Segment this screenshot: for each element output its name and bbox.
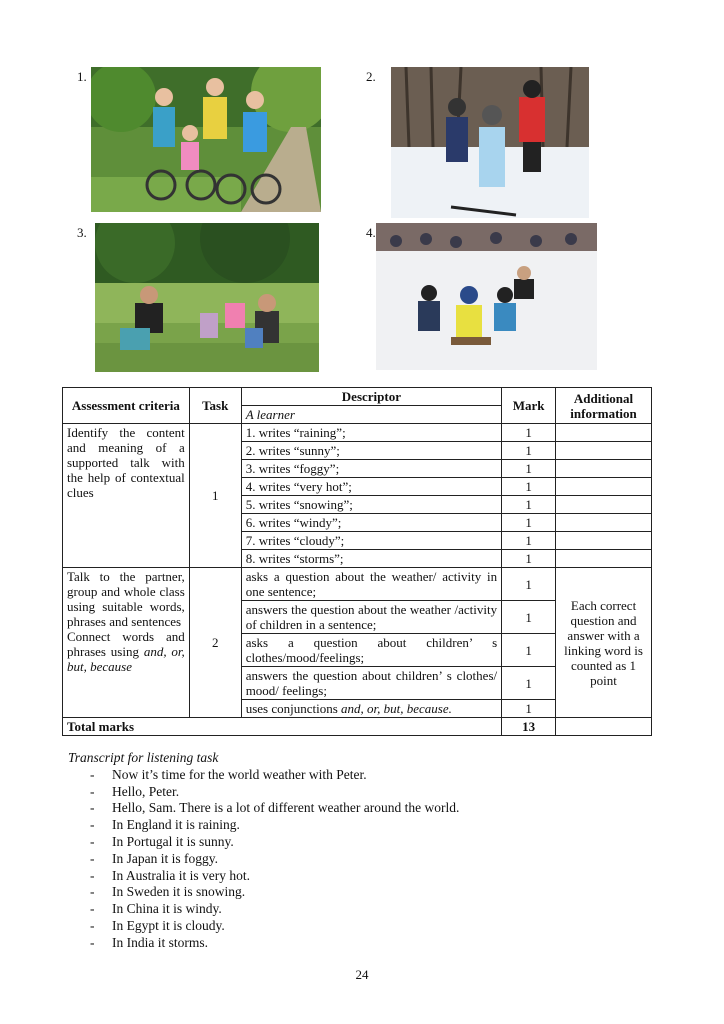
- photo-sledging: [376, 223, 597, 370]
- photo-picnic: [95, 223, 319, 372]
- header-additional-information: Additional information: [556, 388, 652, 424]
- additional-empty: [556, 460, 652, 478]
- photo-3-label: 3.: [77, 225, 87, 240]
- mark-cell: 1: [502, 550, 556, 568]
- page-number: 24: [355, 967, 369, 982]
- criteria-group-2: [63, 568, 190, 718]
- descriptor-row: 6. writes “windy”;: [241, 514, 501, 532]
- header-assessment-criteria: Assessment criteria: [63, 388, 190, 424]
- header-descriptor: Descriptor: [241, 388, 501, 406]
- mark-cell: 1: [502, 700, 556, 718]
- criteria-group-2-part2: Connect words and phrases using: [67, 629, 185, 659]
- task-1: 1: [189, 424, 241, 568]
- transcript-line: - In Sweden it is snowing.: [90, 884, 459, 901]
- additional-empty: [556, 532, 652, 550]
- mark-cell: 1: [502, 514, 556, 532]
- transcript-line: - In England it is raining.: [90, 817, 459, 834]
- descriptor-row: answers the question about children’ s clothes/ mood/ feelings;: [241, 667, 501, 700]
- mark-cell: 1: [502, 424, 556, 442]
- header-descriptor-sub: A learner: [241, 406, 501, 424]
- transcript-title: Transcript for listening task: [68, 750, 219, 765]
- mark-cell: 1: [502, 460, 556, 478]
- criteria-group-2-part1: Talk to the partner, group and whole class using suitable words, phrases and sentences: [67, 569, 185, 629]
- descriptor-row: 1. writes “raining”;: [241, 424, 501, 442]
- photo-2-label: 2.: [366, 69, 376, 84]
- mark-cell: 1: [502, 478, 556, 496]
- task-2: 2: [189, 568, 241, 718]
- photo-cycling: [91, 67, 321, 212]
- transcript-line: - In Egypt it is cloudy.: [90, 918, 459, 935]
- transcript-line: - In China it is windy.: [90, 901, 459, 918]
- transcript-line: - In Portugal it is sunny.: [90, 834, 459, 851]
- additional-empty: [556, 496, 652, 514]
- transcript-lines: [68, 767, 459, 952]
- header-mark: Mark: [502, 388, 556, 424]
- mark-cell: 1: [502, 634, 556, 667]
- mark-cell: 1: [502, 568, 556, 601]
- transcript-line: - Now it’s time for the world weather with Peter.: [90, 767, 459, 784]
- descriptor-row: 3. writes “foggy”;: [241, 460, 501, 478]
- mark-cell: 1: [502, 442, 556, 460]
- mark-cell: 1: [502, 496, 556, 514]
- photo-1-label: 1.: [77, 69, 87, 84]
- descriptor-row: 8. writes “storms”;: [241, 550, 501, 568]
- criteria-group-1: Identify the content and meaning of a supported talk with the help of contextual clues: [63, 424, 190, 568]
- total-marks-label: Total marks: [63, 718, 502, 736]
- descriptor-row-conjunctions: [241, 700, 501, 718]
- additional-empty: [556, 514, 652, 532]
- descriptor-conjunctions: and, or, but, because.: [341, 701, 452, 716]
- descriptor-row: asks a question about the weather/ activity in one sentence;: [241, 568, 501, 601]
- additional-empty: [556, 442, 652, 460]
- photo-skiing: [391, 67, 589, 218]
- additional-empty: [556, 550, 652, 568]
- mark-cell: 1: [502, 601, 556, 634]
- total-marks-value: 13: [502, 718, 556, 736]
- transcript: [68, 750, 459, 952]
- header-task: Task: [189, 388, 241, 424]
- transcript-line: - In Japan it is foggy.: [90, 851, 459, 868]
- descriptor-row: 2. writes “sunny”;: [241, 442, 501, 460]
- transcript-line: - In Australia it is very hot.: [90, 868, 459, 885]
- descriptor-row: answers the question about the weather /activity of children in a sentence;: [241, 601, 501, 634]
- descriptor-row: 4. writes “very hot”;: [241, 478, 501, 496]
- transcript-line: - In India it storms.: [90, 935, 459, 952]
- assessment-table: [62, 387, 652, 736]
- photo-4-label: 4.: [366, 225, 376, 240]
- total-additional-empty: [556, 718, 652, 736]
- descriptor-row: 5. writes “snowing”;: [241, 496, 501, 514]
- mark-cell: 1: [502, 532, 556, 550]
- descriptor-text: uses conjunctions: [245, 701, 342, 716]
- additional-empty: [556, 424, 652, 442]
- transcript-line: - Hello, Sam. There is a lot of different weather around the world.: [90, 800, 459, 817]
- descriptor-row: asks a question about children’ s clothes/mood/feelings;: [241, 634, 501, 667]
- transcript-line: - Hello, Peter.: [90, 784, 459, 801]
- mark-cell: 1: [502, 667, 556, 700]
- descriptor-row: 7. writes “cloudy”;: [241, 532, 501, 550]
- additional-info-task-2: Each correct question and answer with a linking word is counted as 1 point: [556, 568, 652, 718]
- additional-empty: [556, 478, 652, 496]
- criteria-group-2-conjunctions: and, or, but, because: [67, 644, 185, 674]
